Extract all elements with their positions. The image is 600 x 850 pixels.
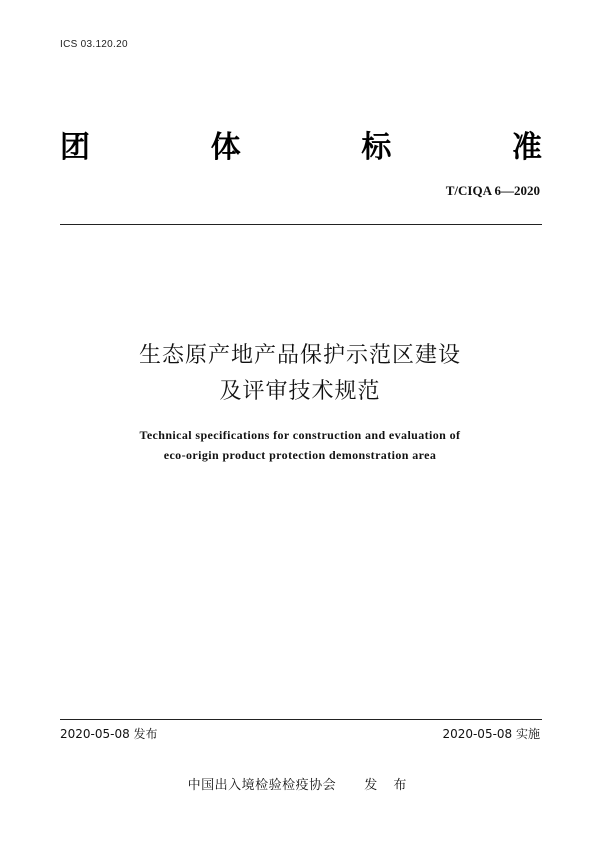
publisher-action: 发 布 [364,778,413,793]
standard-type-char: 团 [60,130,90,165]
standard-type-char: 体 [210,130,241,165]
ics-code: ICS 03.120.20 [60,39,128,50]
title-chinese-line-1: 生态原产地产品保护示范区建设 [138,343,461,368]
publish-date: 2020-05-08 发布 [60,727,158,741]
publisher-line [0,774,600,793]
standard-type-heading [60,122,542,166]
standard-type-char: 准 [511,130,542,165]
standard-number: T/CIQA 6—2020 [445,183,540,198]
top-divider [60,224,542,225]
standard-type-char: 标 [361,130,392,165]
publisher-organization: 中国出入境检验检疫协会 [187,778,337,793]
title-english-line-1: Technical specifications for construction and evaluation of [139,428,461,442]
title-english-line-2: eco-origin product protection demonstration area [163,448,437,462]
implement-date: 2020-05-08 实施 [442,727,540,741]
bottom-divider [60,719,542,720]
title-chinese-line-2: 及评审技术规范 [219,379,381,404]
